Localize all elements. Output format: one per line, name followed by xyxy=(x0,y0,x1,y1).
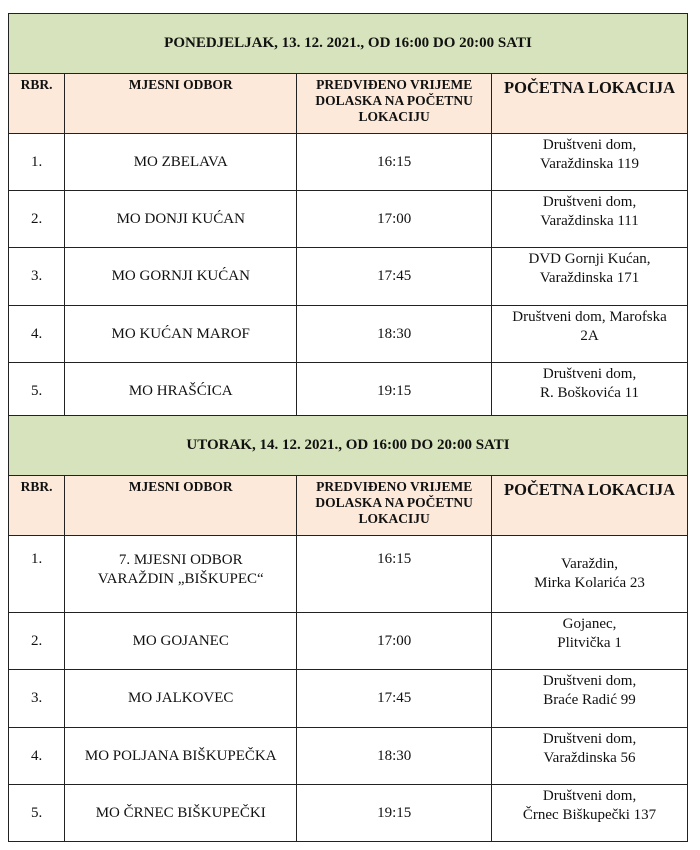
mjesni-odbor-name xyxy=(65,248,297,306)
table-row xyxy=(9,613,688,670)
table-row xyxy=(9,785,688,842)
mjesni-odbor-name xyxy=(65,191,297,248)
arrival-time: 18:30 xyxy=(297,728,492,785)
start-location-line: Varaždinska 111 xyxy=(540,213,639,229)
schedule-table-monday xyxy=(8,13,688,421)
table-row xyxy=(9,728,688,785)
mjesni-odbor-name xyxy=(65,363,297,421)
header-line: LOKACIJU xyxy=(358,109,430,124)
mjesni-odbor-name xyxy=(65,670,297,728)
table-row xyxy=(9,134,688,191)
arrival-time: 18:30 xyxy=(297,306,492,363)
start-location-line: Društveni dom, xyxy=(542,673,637,689)
mjesni-odbor-name xyxy=(65,536,297,613)
mjesni-odbor-name-line: 7. MJESNI ODBOR xyxy=(118,552,243,568)
start-location xyxy=(492,248,688,306)
mjesni-odbor-name-line: MO GOJANEC xyxy=(132,632,229,649)
start-location-line: Društveni dom, xyxy=(542,194,637,210)
table-row xyxy=(9,248,688,306)
start-location-line: R. Boškovića 11 xyxy=(540,385,640,401)
header-line: PREDVIĐENO VRIJEME xyxy=(316,479,473,494)
mjesni-odbor-name-line: MO ČRNEC BIŠKUPEČKI xyxy=(95,804,266,821)
arrival-time: 17:00 xyxy=(297,191,492,248)
mjesni-odbor-name xyxy=(65,613,297,670)
start-location-line: Društveni dom, Marofska xyxy=(512,309,667,325)
start-location-line: Društveni dom, xyxy=(542,788,637,804)
start-location-line: Varaždin, xyxy=(561,556,619,572)
header-line: PREDVIĐENO VRIJEME xyxy=(316,77,473,92)
header-line: LOKACIJU xyxy=(358,511,430,526)
start-location-line: Društveni dom, xyxy=(542,731,637,747)
mjesni-odbor-name-line: VARAŽDIN „BIŠKUPEC“ xyxy=(97,571,264,587)
column-header-rbr: RBR. xyxy=(9,74,65,134)
day-title: PONEDJELJAK, 13. 12. 2021., OD 16:00 DO 20:00 SATI xyxy=(9,14,688,74)
start-location-line: Varaždinska 119 xyxy=(540,156,640,172)
column-header-lokacija: POČETNA LOKACIJA xyxy=(492,74,688,134)
arrival-time: 17:45 xyxy=(297,670,492,728)
mjesni-odbor-name xyxy=(65,306,297,363)
start-location-line: Varaždinska 171 xyxy=(539,270,640,286)
arrival-time: 16:15 xyxy=(297,134,492,191)
day-rows xyxy=(9,536,688,842)
column-header-vrijeme xyxy=(297,74,492,134)
mjesni-odbor-name xyxy=(65,134,297,191)
start-location xyxy=(492,191,688,248)
mjesni-odbor-name-line: MO GORNJI KUĆAN xyxy=(111,268,250,284)
column-header-rbr: RBR. xyxy=(9,476,65,536)
start-location-line: Varaždinska 56 xyxy=(543,750,636,766)
schedule-table-tuesday xyxy=(8,415,688,842)
row-number: 5. xyxy=(9,363,65,421)
start-location xyxy=(492,785,688,842)
start-location-line: Društveni dom, xyxy=(542,137,637,153)
mjesni-odbor-name-line: MO DONJI KUĆAN xyxy=(116,210,245,227)
start-location xyxy=(492,363,688,421)
arrival-time: 17:00 xyxy=(297,613,492,670)
table-row xyxy=(9,191,688,248)
start-location-line: Društveni dom, xyxy=(542,366,637,382)
table-row xyxy=(9,670,688,728)
day-title: UTORAK, 14. 12. 2021., OD 16:00 DO 20:00 SATI xyxy=(9,416,688,476)
start-location xyxy=(492,134,688,191)
row-number: 1. xyxy=(9,536,65,613)
column-header-mjesni-odbor: MJESNI ODBOR xyxy=(65,476,297,536)
table-row xyxy=(9,363,688,421)
arrival-time: 19:15 xyxy=(297,785,492,842)
column-header-vrijeme xyxy=(297,476,492,536)
start-location-line: 2A xyxy=(580,328,599,344)
row-number: 5. xyxy=(9,785,65,842)
mjesni-odbor-name-line: MO POLJANA BIŠKUPEČKA xyxy=(84,747,277,764)
start-location-line: Gojanec, xyxy=(562,616,617,632)
mjesni-odbor-name-line: MO ZBELAVA xyxy=(133,153,228,170)
row-number: 3. xyxy=(9,248,65,306)
mjesni-odbor-name xyxy=(65,728,297,785)
row-number: 3. xyxy=(9,670,65,728)
row-number: 4. xyxy=(9,728,65,785)
start-location xyxy=(492,670,688,728)
start-location xyxy=(492,306,688,363)
start-location-line: Braće Radić 99 xyxy=(543,692,636,708)
row-number: 1. xyxy=(9,134,65,191)
mjesni-odbor-name-line: MO JALKOVEC xyxy=(128,690,234,706)
start-location-line: Plitvička 1 xyxy=(557,635,622,651)
column-header-lokacija: POČETNA LOKACIJA xyxy=(492,476,688,536)
header-line: DOLASKA NA POČETNU xyxy=(315,495,473,510)
start-location-line: DVD Gornji Kućan, xyxy=(528,251,651,267)
start-location xyxy=(492,728,688,785)
mjesni-odbor-name-line: MO KUĆAN MAROF xyxy=(111,325,250,342)
start-location-line: Mirka Kolarića 23 xyxy=(534,575,645,591)
arrival-time: 16:15 xyxy=(297,536,492,613)
row-number: 2. xyxy=(9,191,65,248)
column-header-mjesni-odbor: MJESNI ODBOR xyxy=(65,74,297,134)
table-row xyxy=(9,306,688,363)
start-location xyxy=(492,613,688,670)
header-line: DOLASKA NA POČETNU xyxy=(315,93,473,108)
start-location-line: Črnec Biškupečki 137 xyxy=(522,807,657,823)
row-number: 2. xyxy=(9,613,65,670)
day-rows xyxy=(9,134,688,421)
table-row xyxy=(9,536,688,613)
start-location xyxy=(492,536,688,613)
arrival-time: 19:15 xyxy=(297,363,492,421)
mjesni-odbor-name xyxy=(65,785,297,842)
mjesni-odbor-name-line: MO HRAŠĆICA xyxy=(128,383,233,399)
row-number: 4. xyxy=(9,306,65,363)
arrival-time: 17:45 xyxy=(297,248,492,306)
